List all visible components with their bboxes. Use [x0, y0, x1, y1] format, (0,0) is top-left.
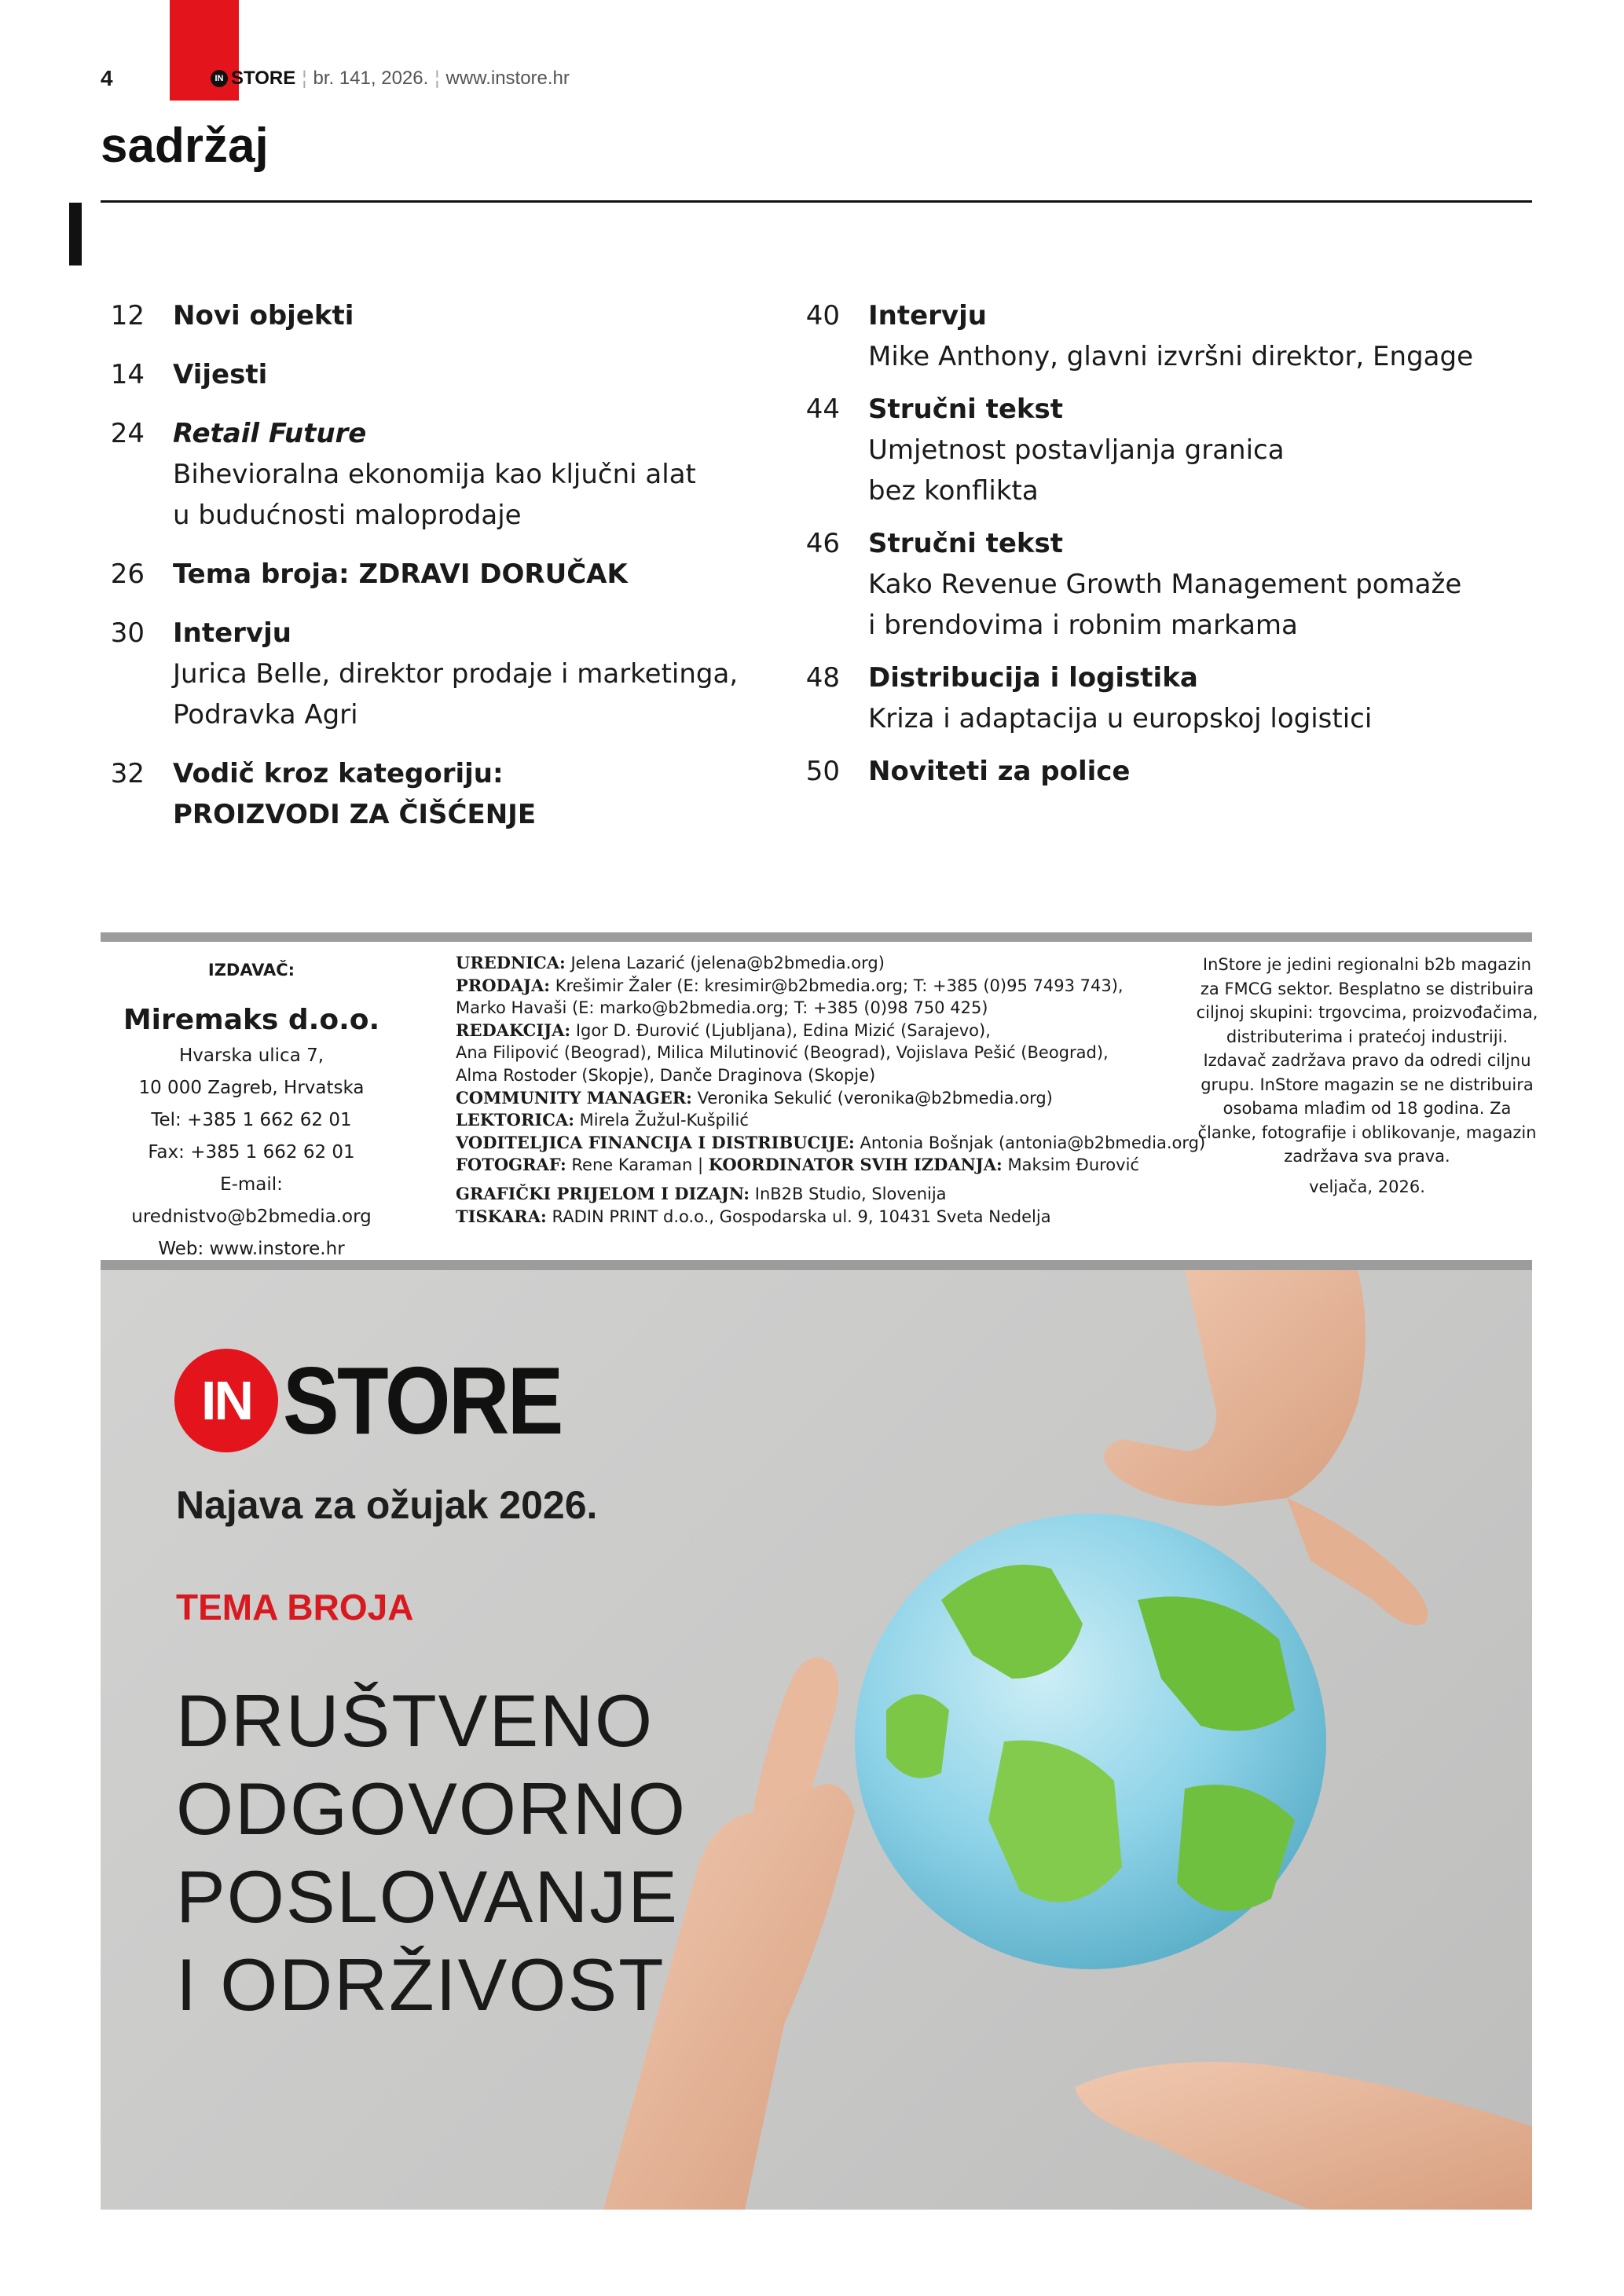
- publisher-email[interactable]: E-mail: urednistvo@b2bmedia.org: [131, 1174, 372, 1227]
- publisher-tel: Tel: +385 1 662 62 01: [151, 1110, 352, 1130]
- header-rule: [101, 200, 1532, 203]
- credit-urednica: UREDNICA: Jelena Lazarić (jelena@b2bmedia.org): [456, 953, 885, 972]
- toc-text: [868, 389, 1528, 511]
- toc-page-number: 24: [110, 418, 145, 449]
- toc-description: Kriza i adaptacija u europskoj logistici: [868, 703, 1373, 734]
- toc-description: Kako Revenue Growth Management pomaže i brendovima i robnim markama: [868, 569, 1462, 641]
- toc-entry[interactable]: [774, 751, 1528, 792]
- header-rule-marker: [69, 203, 82, 265]
- section-title: sadržaj: [101, 119, 269, 173]
- toc-entry[interactable]: [79, 613, 801, 735]
- publisher-fax: Fax: +385 1 662 62 01: [148, 1142, 355, 1163]
- issue-date: veljača, 2026.: [1309, 1177, 1425, 1196]
- toc-title: Retail Future: [173, 418, 367, 449]
- toc-page-number: 46: [805, 528, 840, 559]
- toc-page-number: 26: [110, 558, 145, 590]
- next-issue-advert: [101, 1270, 1532, 2210]
- toc-title: Novi objekti: [173, 300, 354, 331]
- toc-title: Stručni tekst: [868, 528, 1063, 559]
- toc-text: [173, 554, 801, 595]
- issue-number: br. 141, 2026.: [313, 68, 429, 89]
- publisher-address: Hvarska ulica 7,: [178, 1045, 324, 1066]
- toc-entry[interactable]: [79, 354, 801, 395]
- toc-text: [173, 295, 801, 336]
- toc-title: Tema broja: ZDRAVI DORUČAK: [173, 558, 628, 590]
- publisher-name: Miremaks d.o.o.: [123, 1004, 380, 1036]
- header-separator: ¦: [434, 68, 440, 89]
- bottom-right-hand: [1075, 2062, 1532, 2210]
- toc-text: [868, 751, 1528, 792]
- toc-page-number: 48: [805, 662, 840, 694]
- advert-headline: [176, 1677, 687, 2029]
- impressum-top-rule: [101, 932, 1532, 942]
- toc-entry[interactable]: [79, 554, 801, 595]
- continent-5: [886, 1694, 949, 1778]
- distribution-note: [1194, 953, 1540, 1199]
- headline-line: ODGOVORNO: [176, 1767, 687, 1850]
- top-right-arm: [1104, 1270, 1366, 1506]
- toc-text: [173, 613, 801, 735]
- advert-topic-label: TEMA BROJA: [176, 1587, 414, 1628]
- credit-lektorica: LEKTORICA: Mirela Žužul-Kušpilić: [456, 1110, 749, 1130]
- toc-text: [173, 354, 801, 395]
- credit-fotograf: FOTOGRAF: Rene Karaman | KOORDINATOR SVIH IZDANJA: Maksim Đurović: [456, 1155, 1139, 1175]
- toc-entry[interactable]: [774, 389, 1528, 511]
- toc-page-number: 40: [805, 300, 840, 331]
- instore-logo-small: [211, 68, 295, 90]
- toc-entry[interactable]: [774, 523, 1528, 646]
- publisher-web[interactable]: Web: www.instore.hr: [158, 1239, 345, 1259]
- header-separator: ¦: [302, 68, 307, 89]
- credit-redakcija: REDAKCIJA: Igor D. Đurović (Ljubljana), Edina Mizić (Sarajevo), Ana Filipović (Beograd), Milica Milutinović (Beograd), Vojislava Pešić (Beograd), Alma Rostoder (Skopje), Danče Draginova (Skopje): [456, 1020, 1109, 1085]
- toc-page-number: 14: [110, 359, 145, 390]
- toc-text: [868, 523, 1528, 646]
- toc-description: Umjetnost postavljanja granica bez konflikta: [868, 434, 1285, 507]
- toc-right-column: [774, 295, 1528, 804]
- toc-text: [868, 295, 1528, 377]
- toc-entry[interactable]: [79, 413, 801, 536]
- toc-title: Intervju: [173, 617, 291, 649]
- running-header: [211, 68, 570, 90]
- credit-graficki: GRAFIČKI PRIJELOM I DIZAJN: InB2B Studio, Slovenija: [456, 1183, 947, 1203]
- toc-title: Intervju: [868, 300, 987, 331]
- toc-page-number: 30: [110, 617, 145, 649]
- credit-voditeljica: VODITELJICA FINANCIJA I DISTRIBUCIJE: Antonia Bošnjak (antonia@b2bmedia.org): [456, 1132, 1206, 1152]
- ad-top-rule: [101, 1260, 1532, 1270]
- toc-entry[interactable]: [774, 295, 1528, 377]
- credit-community: COMMUNITY MANAGER: Veronika Sekulić (veronika@b2bmedia.org): [456, 1087, 1053, 1108]
- toc-entry[interactable]: [79, 295, 801, 336]
- toc-text: [868, 657, 1528, 739]
- website-link[interactable]: www.instore.hr: [445, 68, 570, 89]
- logo-in-circle: IN: [174, 1349, 278, 1452]
- publisher-block: [101, 954, 402, 1265]
- toc-page-number: 12: [110, 300, 145, 331]
- headline-line: POSLOVANJE: [176, 1855, 679, 1938]
- toc-left-column: [79, 295, 801, 853]
- distribution-note-text: InStore je jedini regionalni b2b magazin za FMCG sektor. Besplatno se distribuira ciljnoj skupini: trgovcima, proizvođačima, distributerima i pratećoj industriji. Izdavač zadržava pravo da odredi ciljnu grupu. InStore magazin se ne distribuira osobama mlađim od 18 godina. Za članke, fotografije i oblikovanje, magazin zadržava sva prava.: [1196, 955, 1538, 1166]
- publisher-label: IZDAVAČ:: [207, 961, 295, 980]
- toc-title: Stručni tekst: [868, 394, 1063, 425]
- logo-word: STORE: [231, 68, 296, 89]
- toc-description: Jurica Belle, direktor prodaje i marketinga, Podravka Agri: [173, 658, 739, 731]
- toc-page-number: 50: [805, 756, 840, 787]
- toc-title: Vodič kroz kategoriju: PROIZVODI ZA ČIŠĆENJE: [173, 758, 537, 830]
- toc-title: Vijesti: [173, 359, 268, 390]
- toc-entry[interactable]: [79, 753, 801, 835]
- logo-store-word: STORE: [283, 1347, 562, 1454]
- toc-text: [173, 413, 801, 536]
- toc-entry[interactable]: [774, 657, 1528, 739]
- toc-text: [173, 753, 801, 835]
- toc-page-number: 32: [110, 758, 145, 789]
- toc-description: Mike Anthony, glavni izvršni direktor, Engage: [868, 341, 1473, 372]
- toc-page-number: 44: [805, 394, 840, 425]
- toc-title: Noviteti za police: [868, 756, 1131, 787]
- page-number: 4: [101, 66, 113, 90]
- logo-in-badge: IN: [211, 70, 228, 87]
- credit-tiskara: TISKARA: RADIN PRINT d.o.o., Gospodarska ul. 9, 10431 Sveta Nedelja: [456, 1206, 1051, 1226]
- top-right-fingers: [1287, 1498, 1428, 1625]
- staff-credits: [456, 952, 1210, 1228]
- instore-logo-large: [174, 1346, 599, 1456]
- toc-description: Bihevioralna ekonomija kao ključni alat u budućnosti maloprodaje: [173, 459, 696, 531]
- headline-line: DRUŠTVENO: [176, 1679, 654, 1762]
- headline-line: I ODRŽIVOST: [176, 1943, 665, 2026]
- publisher-city: 10 000 Zagreb, Hrvatska: [138, 1078, 365, 1098]
- toc-title: Distribucija i logistika: [868, 662, 1198, 694]
- credit-prodaja: PRODAJA: Krešimir Žaler (E: kresimir@b2bmedia.org; T: +385 (0)95 7493 743), Marko Havaši (E: marko@b2bmedia.org; T: +385 (0)98 750 425): [456, 975, 1124, 1018]
- advert-subtitle: Najava za ožujak 2026.: [176, 1483, 598, 1527]
